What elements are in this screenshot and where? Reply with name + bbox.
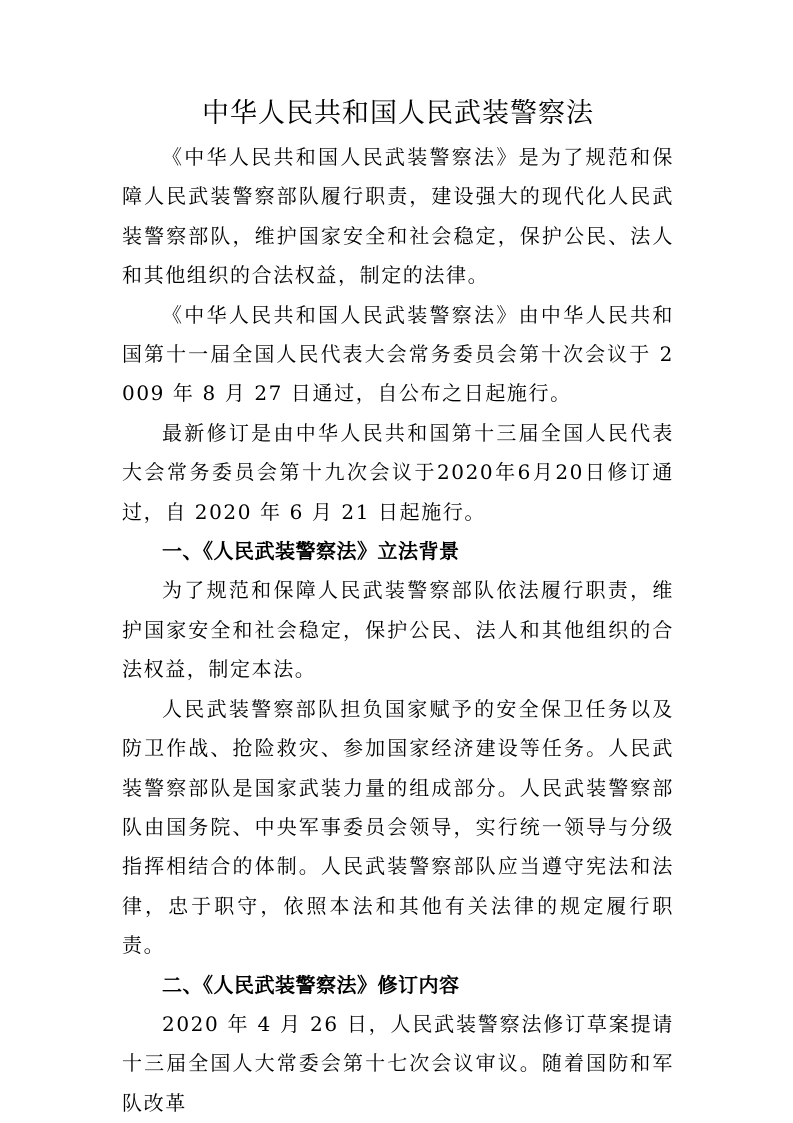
intro-paragraph-1: 《中华人民共和国人民武装警察法》是为了规范和保障人民武装警察部队履行职责，建设强大的现代化人民武装警察部队，维护国家安全和社会稳定，保护公民、法人和其他组织的合法权益，制定的法律。 <box>122 145 674 288</box>
revision-paragraph-1: 2020 年 4 月 26 日，人民武装警察法修订草案提请十三届全国人大常委会第十七次会议审议。随着国防和军队改革 <box>122 1011 674 1115</box>
document-title: 中华人民共和国人民武装警察法 <box>202 98 594 129</box>
section-heading-revision: 二、《人民武装警察法》修订内容 <box>162 972 460 997</box>
intro-paragraph-3: 最新修订是由中华人民共和国第十三届全国人民代表大会常务委员会第十九次会议于2020年6月20日修订通过，自 2020 年 6 月 21 日起施行。 <box>122 420 674 524</box>
document-page <box>122 92 674 1123</box>
intro-paragraph-2: 《中华人民共和国人民武装警察法》由中华人民共和国第十一届全国人民代表大会常务委员会第十次会议于 2009 年 8 月 27 日通过，自公布之日起施行。 <box>122 302 674 406</box>
section-heading-background: 一、《人民武装警察法》立法背景 <box>162 539 460 564</box>
background-paragraph-2: 人民武装警察部队担负国家赋予的安全保卫任务以及防卫作战、抢险救灾、参加国家经济建设等任务。人民武装警察部队是国家武装力量的组成部分。人民武装警察部队由国务院、中央军事委员会领导，实行统一领导与分级指挥相结合的体制。人民武装警察部队应当遵守宪法和法律，忠于职守，依照本法和其他有关法律的规定履行职责。 <box>122 696 674 958</box>
background-paragraph-1: 为了规范和保障人民武装警察部队依法履行职责，维护国家安全和社会稳定，保护公民、法人和其他组织的合法权益，制定本法。 <box>122 578 674 682</box>
